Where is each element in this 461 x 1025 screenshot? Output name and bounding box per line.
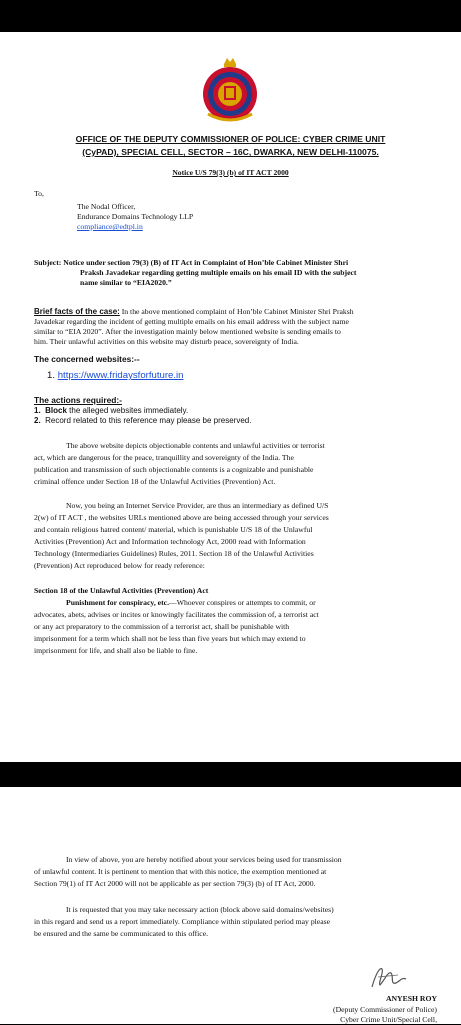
signatory-title: (Deputy Commissioner of Police) [333,1005,437,1014]
website-item-number: 1. [47,370,56,381]
section18-line1: Punishment for conspiracy, etc.—Whoever conspires or attempts to commit, or [66,598,316,607]
para2-line5: Technology (Intermediaries Guidelines) Rules, 2011. Section 18 of the Unlawful Activities [34,549,314,558]
para1-line3: publication and transmission of such objectionable contents is a cognizable and punishable [34,465,314,474]
brief-facts-label: Brief facts of the case: [34,307,120,316]
office-heading-line2: (CyPAD), SPECIAL CELL, SECTOR – 16C, DWARKA, NEW DELHI-110075. [82,147,379,157]
section18-line4: imprisonment for a term which shall not be less than five years but which may extend to [34,634,306,643]
para1-line4: criminal offence under Section 18 of the Unlawful Activities (Prevention) Act. [34,477,276,486]
subject-line2: Praksh Javadekar regarding getting multiple emails on his email ID with the subject [80,268,357,277]
brief-facts-line3: similar to “EIA 2020”. After the investigation mainly below mentioned website is sending emails to [34,327,341,336]
para1-line1: The above website depicts objectionable contents and unlawful activities or terrorist [66,441,325,450]
section18-line5: imprisonment for life, and shall also be liable to fine. [34,646,198,655]
signatory-unit: Cyber Crime Unit/Special Cell, [340,1015,437,1024]
notice-title: Notice U/S 79(3) (b) of IT ACT 2000 [172,168,289,177]
recipient-email-link[interactable]: compliance@edtpl.in [77,222,143,231]
para1-line2: act, which are dangerous for the peace, tranquillity and sovereignty of the India. The [34,453,294,462]
delhi-police-emblem-icon [200,56,260,124]
p2-para2-line2: in this regard and send us a report immediately. Compliance within stipulated period may please [34,917,331,926]
website-item [47,370,184,381]
p2-para1-line3: Section 79(1) of IT Act 2000 will not be applicable as per section 79(3) (b) of IT Act, 2000. [34,879,316,888]
p2-para2-line3: be ensured and the same be communicated to this office. [34,929,209,938]
recipient-designation: The Nodal Officer, [77,202,136,211]
signatory-name: ANYESH ROY [385,994,437,1003]
brief-facts-line1: Brief facts of the case: In the above mentioned complaint of Hon’ble Cabinet Minister Shri Praksh [34,307,354,316]
para2-line2: 2(w) of IT ACT , the websites URLs mentioned above are being accessed through your services [34,513,329,522]
para2-line4: Activities (Prevention) Act and Information technology Act, 2000 read with Information [34,537,306,546]
brief-facts-line4: him. Their unlawful activities on this website may disturb peace, sovereignty of India. [34,337,299,346]
para2-line1: Now, you being an Internet Service Provider, are thus an intermediary as defined U/S [66,501,329,510]
subject-line3: name similar to “EIA2020.” [80,278,172,287]
recipient-company: Endurance Domains Technology LLP [77,212,194,221]
actions-heading: The actions required:- [34,395,122,405]
section18-heading: Section 18 of the Unlawful Activities (Prevention) Act [34,586,209,595]
para2-line6: (Prevention) Act reproduced below for ready reference: [34,561,205,570]
section18-line3: or any act preparatory to the commission of a terrorist act, shall be punishable with [34,622,290,631]
salutation-to: To, [34,189,44,198]
p2-para1-line2: of unlawful content. It is pertinent to mention that with this notice, the exemption mentioned at [34,867,327,876]
para2-line3: and contain religious hatred content/ material, which is punishable U/S 18 of the Unlawful [34,525,313,534]
letter-page-2 [0,787,461,1024]
subject-line1: Subject: Notice under section 79(3) (B) of IT Act in Complaint of Hon’ble Cabinet Minister Shri [34,258,349,267]
website-url-link[interactable]: https://www.fridaysforfuture.in [57,370,184,381]
brief-facts-line2: Javadekar regarding the incident of getting multiple emails on his email address with the subject name [34,317,349,326]
p2-para2-line1: It is requested that you may take necessary action (block above said domains/websites) [66,905,334,914]
section18-line2: advocates, abets, advises or incites or knowingly facilitates the commission of, a terrorist act [34,610,319,619]
action-item-2: 2. Record related to this reference may please be preserved. [34,416,252,425]
handwritten-signature-icon [368,963,413,993]
websites-heading: The concerned websites:-- [34,354,140,364]
p2-para1-line1: In view of above, you are hereby notified about your services being used for transmission [66,855,342,864]
action-item-1: 1. Block the alleged websites immediately. [34,406,189,415]
letter-page-1 [0,32,461,762]
office-heading-line1: OFFICE OF THE DEPUTY COMMISSIONER OF POLICE: CYBER CRIME UNIT [75,134,386,144]
